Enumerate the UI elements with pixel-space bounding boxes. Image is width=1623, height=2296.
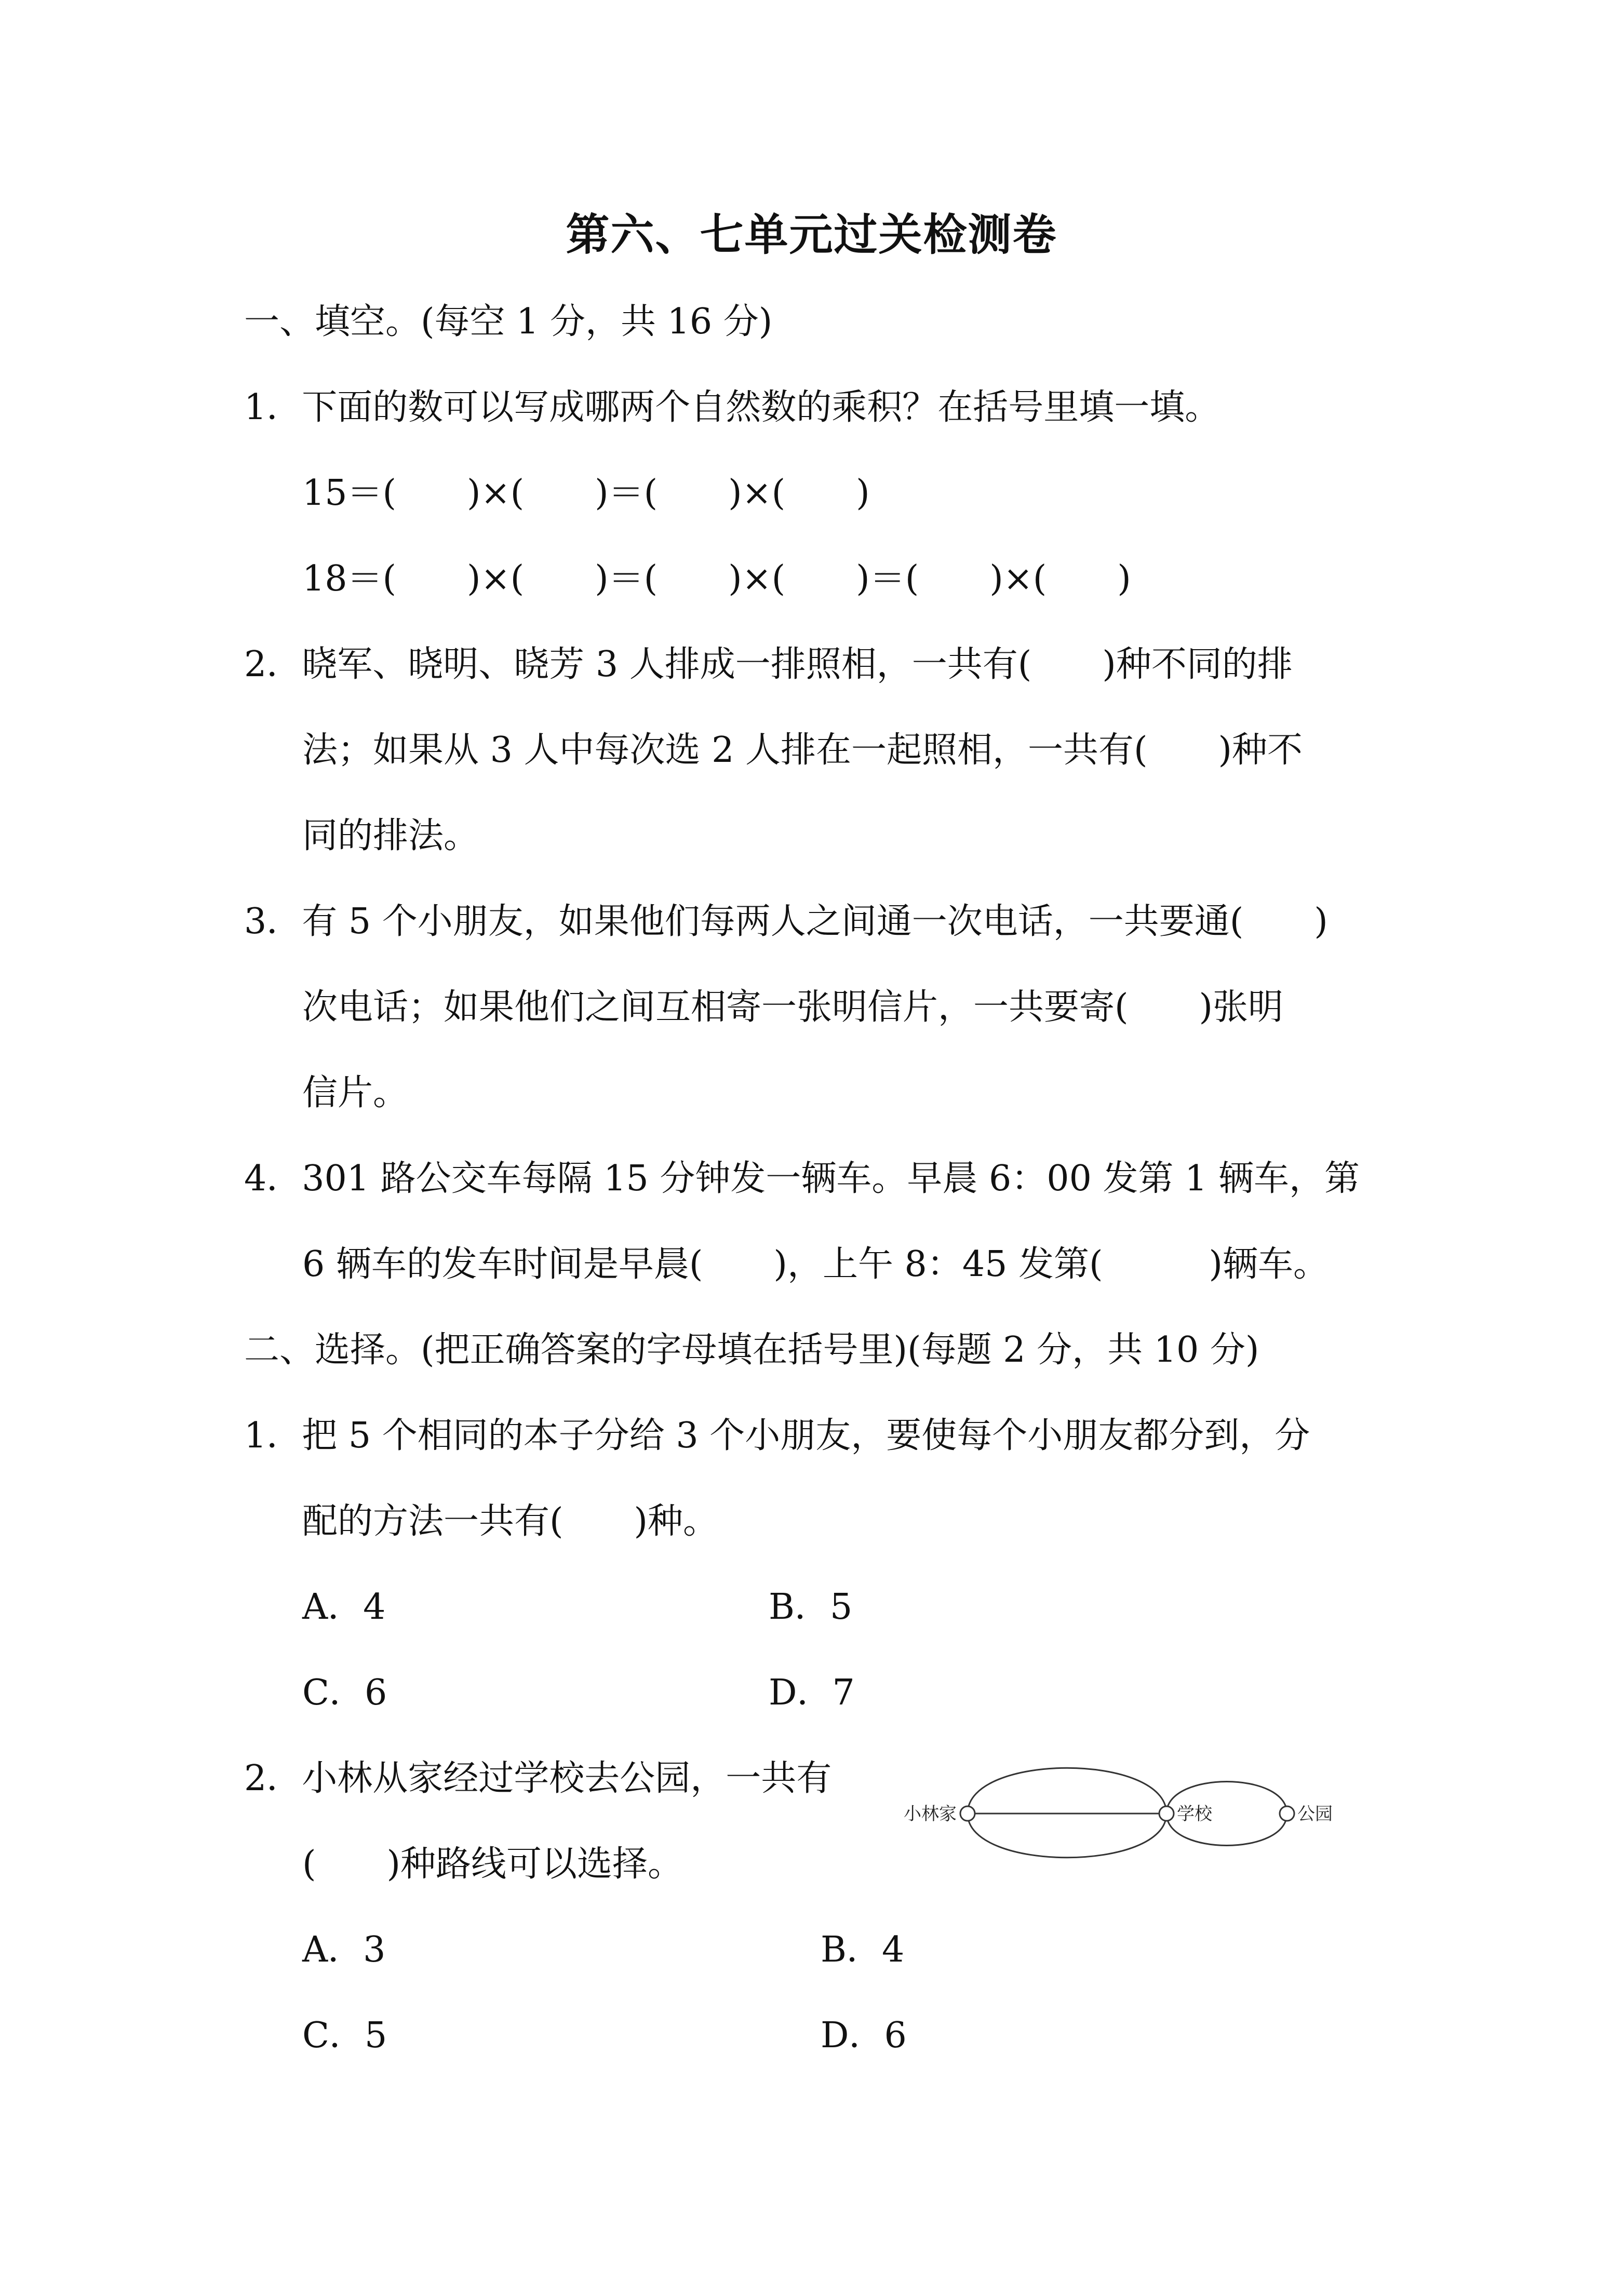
question-2-2-line-1: 2．小林从家经过学校去公园，一共有 (244, 1758, 832, 1799)
question-1-2-line-2: 法；如果从 3 人中每次选 2 人排在一起照相，一共有( )种不 (302, 730, 1303, 771)
route-home-school-lower (968, 1814, 1166, 1858)
question-2-1-line-1: 1．把 5 个相同的本子分给 3 个小朋友，要使每个小朋友都分到，分 (244, 1415, 1310, 1456)
section-1-heading: 一、填空。(每空 1 分，共 16 分) (244, 301, 773, 342)
home-node-icon (960, 1806, 975, 1821)
park-node-icon (1280, 1806, 1294, 1821)
question-1-4-line-2: 6 辆车的发车时间是早晨( )，上午 8：45 发第( )辆车。 (302, 1244, 1329, 1285)
option-b: B．5 (769, 1587, 853, 1628)
home-label: 小林家 (904, 1804, 957, 1824)
school-label: 学校 (1177, 1804, 1212, 1824)
question-2-1-line-2: 配的方法一共有( )种。 (302, 1501, 719, 1542)
question-1-1-line-15: 15＝( )×( )＝( )×( ) (302, 473, 870, 514)
question-1-4-line-1: 4．301 路公交车每隔 15 分钟发一辆车。早晨 6：00 发第 1 辆车，第 (244, 1158, 1360, 1199)
option-a: A．3 (302, 1929, 386, 1970)
option-c: C．5 (302, 2015, 387, 2056)
question-1-1-line-18: 18＝( )×( )＝( )×( )＝( )×( ) (302, 558, 1131, 599)
section-2-heading: 二、选择。(把正确答案的字母填在括号里)(每题 2 分，共 10 分) (244, 1330, 1259, 1371)
question-1-3-line-1: 3．有 5 个小朋友，如果他们每两人之间通一次电话，一共要通( ) (244, 901, 1328, 942)
question-1-1-text: 1．下面的数可以写成哪两个自然数的乘积？在括号里填一填。 (244, 387, 1220, 428)
park-label: 公园 (1297, 1804, 1333, 1824)
route-home-school-upper (968, 1768, 1166, 1814)
question-1-2-line-3: 同的排法。 (302, 815, 479, 856)
question-1-2-line-1: 2．晓军、晓明、晓芳 3 人排成一排照相，一共有( )种不同的排 (244, 644, 1293, 685)
question-1-3-line-2: 次电话；如果他们之间互相寄一张明信片，一共要寄( )张明 (302, 987, 1284, 1028)
question-2-2-line-2: ( )种路线可以选择。 (302, 1844, 683, 1885)
route-diagram (904, 1750, 1381, 1875)
option-a: A．4 (302, 1587, 386, 1628)
school-node-icon (1159, 1806, 1174, 1821)
option-d: D．6 (821, 2015, 907, 2056)
question-1-3-line-3: 信片。 (302, 1072, 409, 1113)
page-title: 第六、七单元过关检测卷 (566, 209, 1057, 260)
option-c: C．6 (302, 1672, 387, 1713)
option-d: D．7 (769, 1672, 855, 1713)
option-b: B．4 (821, 1929, 905, 1970)
